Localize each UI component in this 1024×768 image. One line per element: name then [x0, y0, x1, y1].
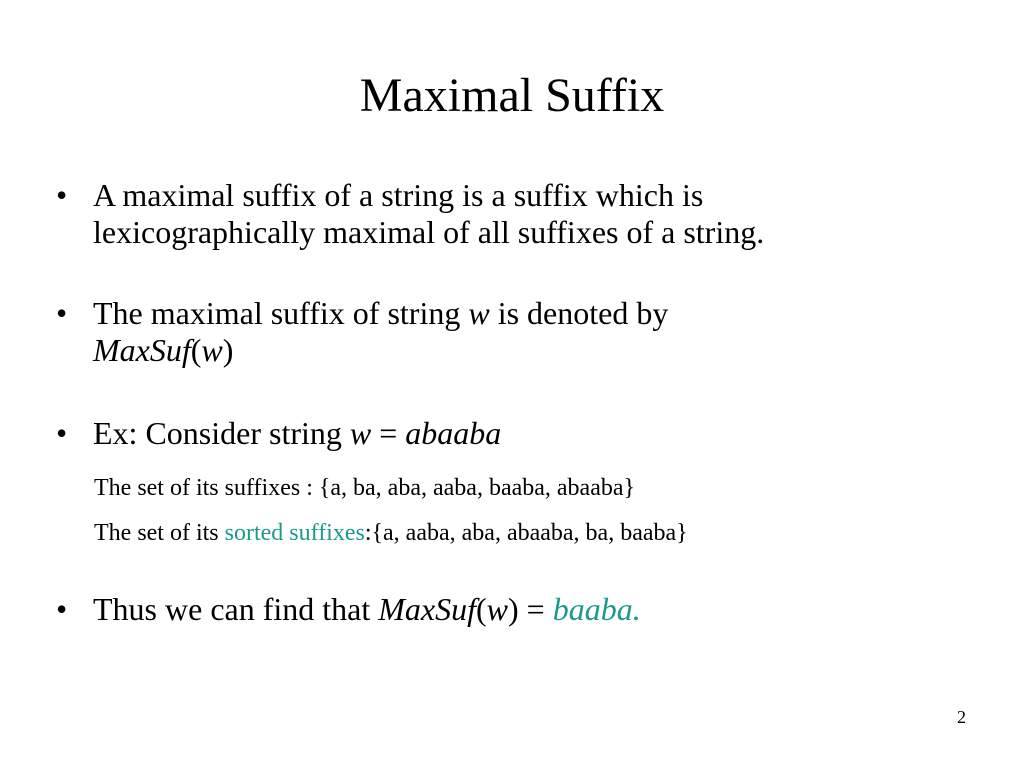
bullet-line: lexicographically maximal of all suffixes of a string.: [93, 214, 765, 250]
text-run: Thus we can find that: [93, 591, 379, 627]
sorted-suffix-line: [94, 518, 974, 548]
string-value: abaaba: [405, 415, 502, 451]
variable-w: w: [468, 295, 490, 331]
bullet-text: [93, 415, 956, 452]
bullet-dot: •: [56, 415, 68, 451]
bullet-example: [56, 415, 956, 452]
slide-title: Maximal Suffix: [359, 69, 665, 122]
bullet-dot: •: [56, 295, 68, 331]
bullet-text: [93, 591, 956, 628]
text-run: is denoted by: [489, 295, 669, 331]
paren-open: (: [476, 591, 487, 627]
sorted-suffixes-label: sorted suffixes: [224, 520, 365, 546]
paren-close: ): [222, 332, 234, 368]
text-run: Ex: Consider string: [93, 415, 350, 451]
function-maxsuf: MaxSuf: [93, 332, 191, 368]
paren-close: ): [508, 591, 519, 627]
bullet-notation: [56, 295, 956, 369]
bullet-conclusion: [56, 591, 956, 628]
text-run: :{a, aaba, aba, abaaba, ba, baaba}: [364, 520, 688, 546]
variable-w: w: [486, 591, 508, 627]
bullet-dot: •: [56, 591, 68, 627]
function-maxsuf: MaxSuf: [378, 591, 476, 627]
paren-open: (: [190, 332, 202, 368]
bullet-text: [93, 295, 956, 369]
bullet-definition: [56, 177, 956, 251]
text-run: The set of its: [94, 520, 225, 546]
bullet-line: A maximal suffix of a string is a suffix which is: [93, 177, 704, 213]
equals: =: [371, 415, 406, 451]
equals: =: [518, 591, 553, 627]
text-run: The maximal suffix of string: [93, 295, 469, 331]
variable-w: w: [201, 332, 223, 368]
page-number: 2: [957, 707, 966, 727]
bullet-dot: •: [56, 177, 68, 213]
result-value: baaba.: [552, 591, 641, 627]
suffix-set-line: The set of its suffixes : {a, ba, aba, aaba, baaba, abaaba}: [94, 475, 636, 501]
variable-w: w: [349, 415, 372, 451]
bullet-text: [93, 177, 956, 251]
